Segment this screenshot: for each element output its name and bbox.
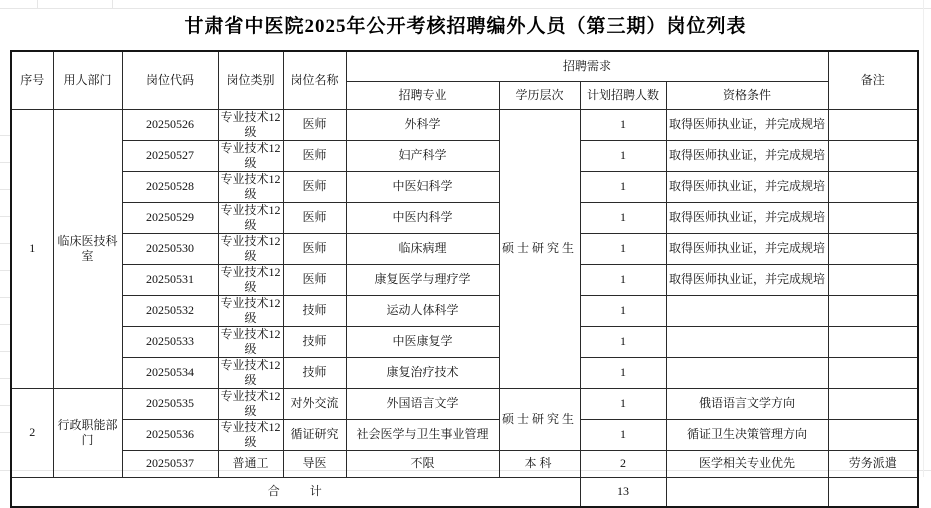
col-header-code: 岗位代码: [122, 51, 218, 109]
cell-name: 医师: [283, 140, 346, 171]
cell-education: 硕士研究生: [499, 388, 580, 450]
gridline-left-margin: [0, 109, 10, 435]
cell-major: 临床病理: [346, 233, 499, 264]
cell-remark: [828, 202, 918, 233]
cell-name: 对外交流: [283, 388, 346, 419]
col-header-department: 用人部门: [53, 51, 122, 109]
cell-count: 1: [580, 140, 666, 171]
cell-remark: [828, 233, 918, 264]
cell-major: 外国语言文学: [346, 388, 499, 419]
cell-code: 20250533: [122, 326, 218, 357]
cell-name: 导医: [283, 450, 346, 477]
cell-code: 20250534: [122, 357, 218, 388]
cell-code: 20250536: [122, 419, 218, 450]
table-row: [11, 326, 918, 357]
cell-count: 1: [580, 109, 666, 140]
cell-group-no: 2: [11, 388, 53, 477]
col-header-remark: 备注: [828, 51, 918, 109]
table-row: [11, 202, 918, 233]
cell-qualification: [666, 326, 828, 357]
cell-qualification: 俄语语言文学方向: [666, 388, 828, 419]
gridline-right: [923, 0, 924, 477]
cell-qualification: 取得医师执业证，并完成规培: [666, 202, 828, 233]
cell-code: 20250527: [122, 140, 218, 171]
cell-major: 康复治疗技术: [346, 357, 499, 388]
cell-remark: [828, 140, 918, 171]
cell-remark: [828, 388, 918, 419]
col-header-no: 序号: [11, 51, 53, 109]
cell-name: 医师: [283, 202, 346, 233]
table-row: [11, 109, 918, 140]
col-header-demand: 招聘需求: [346, 51, 828, 81]
cell-category: 专业技术12级: [218, 264, 283, 295]
cell-count: 1: [580, 202, 666, 233]
table-row: [11, 233, 918, 264]
cell-group-department: 行政职能部门: [53, 388, 122, 477]
cell-major: 不限: [346, 450, 499, 477]
cell-major: 中医妇科学: [346, 171, 499, 202]
col-header-count: 计划招聘人数: [580, 81, 666, 109]
cell-remark: [828, 326, 918, 357]
cell-education: 本科: [499, 450, 580, 477]
cell-code: 20250526: [122, 109, 218, 140]
col-header-name: 岗位名称: [283, 51, 346, 109]
cell-count: 1: [580, 295, 666, 326]
total-remark-empty: [828, 477, 918, 507]
cell-major: 社会医学与卫生事业管理: [346, 419, 499, 450]
cell-count: 1: [580, 388, 666, 419]
table-row: [11, 264, 918, 295]
table-row: [11, 388, 918, 419]
cell-major: 妇产科学: [346, 140, 499, 171]
total-qualification-empty: [666, 477, 828, 507]
total-row: [11, 477, 918, 507]
cell-code: 20250530: [122, 233, 218, 264]
cell-code: 20250529: [122, 202, 218, 233]
total-count: 13: [580, 477, 666, 507]
cell-remark: [828, 295, 918, 326]
cell-major: 中医内科学: [346, 202, 499, 233]
cell-category: 专业技术12级: [218, 388, 283, 419]
cell-count: 2: [580, 450, 666, 477]
cell-count: 1: [580, 326, 666, 357]
cell-remark: 劳务派遣: [828, 450, 918, 477]
cell-count: 1: [580, 264, 666, 295]
cell-name: 医师: [283, 109, 346, 140]
cell-code: 20250535: [122, 388, 218, 419]
cell-category: 专业技术12级: [218, 419, 283, 450]
cell-count: 1: [580, 233, 666, 264]
col-header-category: 岗位类别: [218, 51, 283, 109]
cell-name: 医师: [283, 264, 346, 295]
cell-category: 专业技术12级: [218, 140, 283, 171]
cell-category: 专业技术12级: [218, 171, 283, 202]
cell-qualification: 取得医师执业证，并完成规培: [666, 140, 828, 171]
cell-remark: [828, 171, 918, 202]
cell-category: 专业技术12级: [218, 109, 283, 140]
table-row: [11, 171, 918, 202]
cell-count: 1: [580, 357, 666, 388]
cell-qualification: 取得医师执业证，并完成规培: [666, 171, 828, 202]
cell-qualification: 取得医师执业证，并完成规培: [666, 233, 828, 264]
table-row: [11, 419, 918, 450]
cell-major: 运动人体科学: [346, 295, 499, 326]
cell-count: 1: [580, 419, 666, 450]
col-header-major: 招聘专业: [346, 81, 499, 109]
cell-major: 康复医学与理疗学: [346, 264, 499, 295]
cell-code: 20250532: [122, 295, 218, 326]
table-row: [11, 450, 918, 477]
cell-education: 硕士研究生: [499, 109, 580, 388]
cell-group-no: 1: [11, 109, 53, 388]
cell-major: 中医康复学: [346, 326, 499, 357]
cell-category: 专业技术12级: [218, 233, 283, 264]
cell-code: 20250531: [122, 264, 218, 295]
col-header-qualification: 资格条件: [666, 81, 828, 109]
total-label: 合 计: [11, 477, 580, 507]
cell-remark: [828, 419, 918, 450]
cell-qualification: [666, 357, 828, 388]
cell-name: 技师: [283, 326, 346, 357]
cell-code: 20250537: [122, 450, 218, 477]
table-row: [11, 295, 918, 326]
cell-remark: [828, 109, 918, 140]
cell-group-department: 临床医技科室: [53, 109, 122, 388]
cell-category: 普通工: [218, 450, 283, 477]
cell-category: 专业技术12级: [218, 202, 283, 233]
cell-qualification: 循证卫生决策管理方向: [666, 419, 828, 450]
cell-category: 专业技术12级: [218, 295, 283, 326]
cell-major: 外科学: [346, 109, 499, 140]
cell-remark: [828, 264, 918, 295]
cell-qualification: 医学相关专业优先: [666, 450, 828, 477]
cell-category: 专业技术12级: [218, 357, 283, 388]
table-row: [11, 140, 918, 171]
cell-qualification: 取得医师执业证，并完成规培: [666, 109, 828, 140]
cell-code: 20250528: [122, 171, 218, 202]
cell-count: 1: [580, 171, 666, 202]
cell-name: 技师: [283, 357, 346, 388]
cell-remark: [828, 357, 918, 388]
cell-name: 技师: [283, 295, 346, 326]
cell-name: 医师: [283, 233, 346, 264]
cell-name: 循证研究: [283, 419, 346, 450]
cell-qualification: 取得医师执业证，并完成规培: [666, 264, 828, 295]
cell-category: 专业技术12级: [218, 326, 283, 357]
cell-qualification: [666, 295, 828, 326]
col-header-education: 学历层次: [499, 81, 580, 109]
header-row-1: [11, 51, 918, 81]
cell-name: 医师: [283, 171, 346, 202]
page-title: 甘肃省中医院2025年公开考核招聘编外人员（第三期）岗位列表: [184, 16, 747, 37]
positions-table: [10, 50, 919, 508]
table-row: [11, 357, 918, 388]
